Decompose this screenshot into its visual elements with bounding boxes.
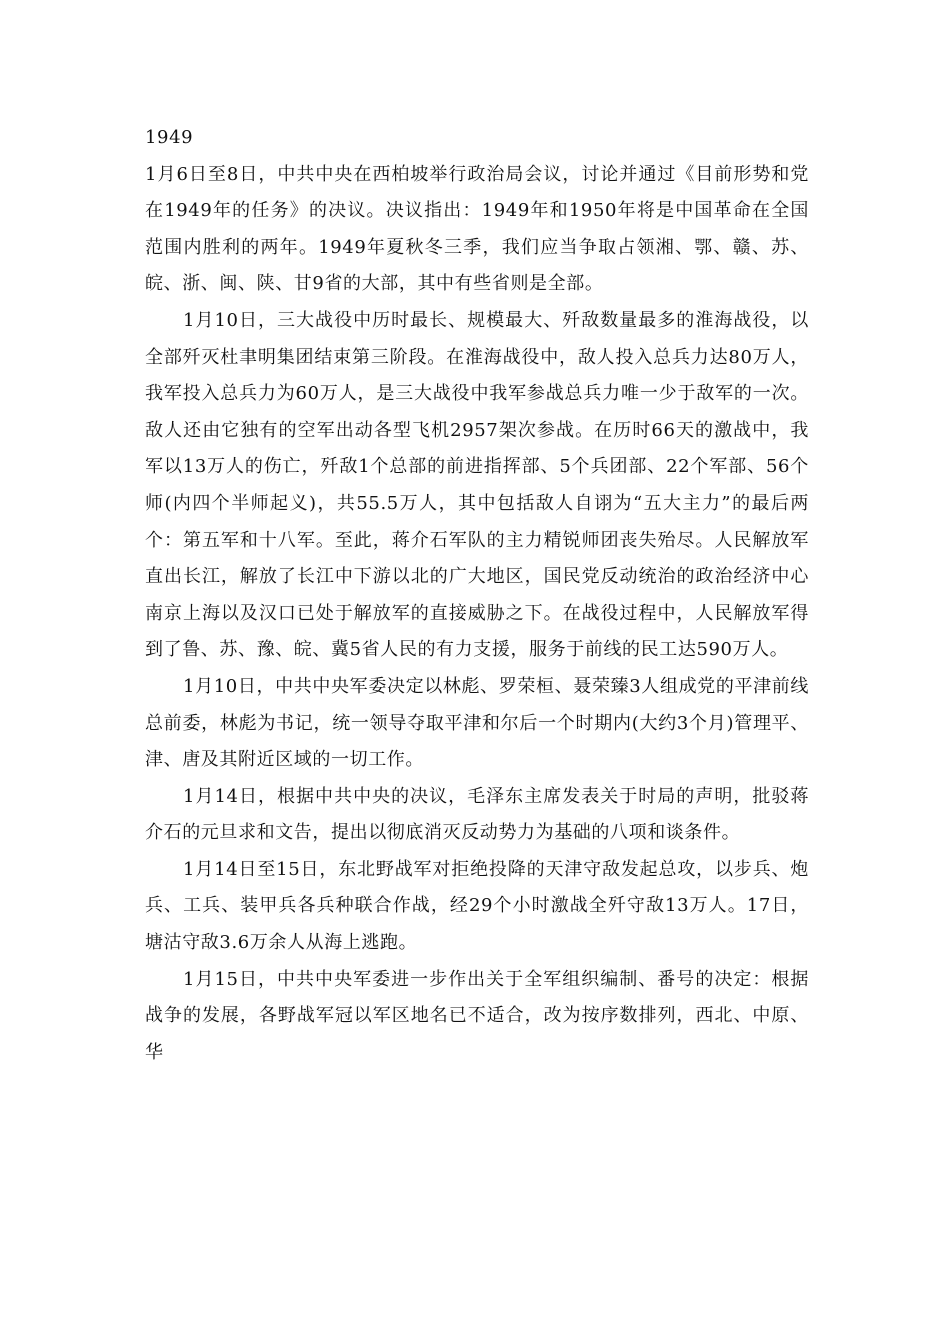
paragraph-jan-10-pingjin-committee: 1月10日，中共中央军委决定以林彪、罗荣桓、聂荣臻3人组成党的平津前线总前委，林彪为书记，统一领导夺取平津和尔后一个时期内(大约3个月)管理平、津、唐及其附近区域的一切工作。	[145, 675, 809, 771]
paragraph-jan-10-huaihai: 1月10日，三大战役中历时最长、规模最大、歼敌数量最多的淮海战役，以全部歼灭杜聿明集团结束第三阶段。在淮海战役中，敌人投入总兵力达80万人，我军投入总兵力为60万人，是三大战役中我军参战总兵力唯一少于敌军的一次。敌人还由它独有的空军出动各型飞机2957架次参战。在历时66天的激战中，我军以13万人的伤亡，歼敌1个总部的前进指挥部、5个兵团部、22个军部、56个师(内四个半师起义)，共55.5万人，其中包括敌人自诩为“五大主力”的最后两个：第五军和十八军。至此，蒋介石军队的主力精锐师团丧失殆尽。人民解放军直出长江，解放了长江中下游以北的广大地区，国民党反动统治的政治经济中心南京上海以及汉口已处于解放军的直接威胁之下。在战役过程中，人民解放军得到了鲁、苏、豫、皖、冀5省人民的有力支援，服务于前线的民工达590万人。	[145, 309, 809, 661]
paragraph-jan-14-statement: 1月14日，根据中共中央的决议，毛泽东主席发表关于时局的声明，批驳蒋介石的元旦求和文告，提出以彻底消灭反动势力为基础的八项和谈条件。	[145, 785, 809, 844]
paragraph-jan-6-politburo: 1月6日至8日，中共中央在西柏坡举行政治局会议，讨论并通过《目前形势和党在1949年的任务》的决议。决议指出：1949年和1950年将是中国革命在全国范围内胜利的两年。1949年夏秋冬三季，我们应当争取占领湘、鄂、赣、苏、皖、浙、闽、陕、甘9省的大部，其中有些省则是全部。	[145, 163, 809, 295]
paragraph-jan-15-reorganization: 1月15日，中共中央军委进一步作出关于全军组织编制、番号的决定：根据战争的发展，各野战军冠以军区地名已不适合，改为按序数排列，西北、中原、华	[145, 968, 809, 1063]
year-heading: 1949	[145, 127, 194, 148]
paragraph-jan-14-tianjin: 1月14日至15日，东北野战军对拒绝投降的天津守敌发起总攻，以步兵、炮兵、工兵、装甲兵各兵种联合作战，经29个小时激战全歼守敌13万人。17日，塘沽守敌3.6万余人从海上逃跑。	[145, 858, 809, 954]
document-body	[145, 120, 809, 1071]
